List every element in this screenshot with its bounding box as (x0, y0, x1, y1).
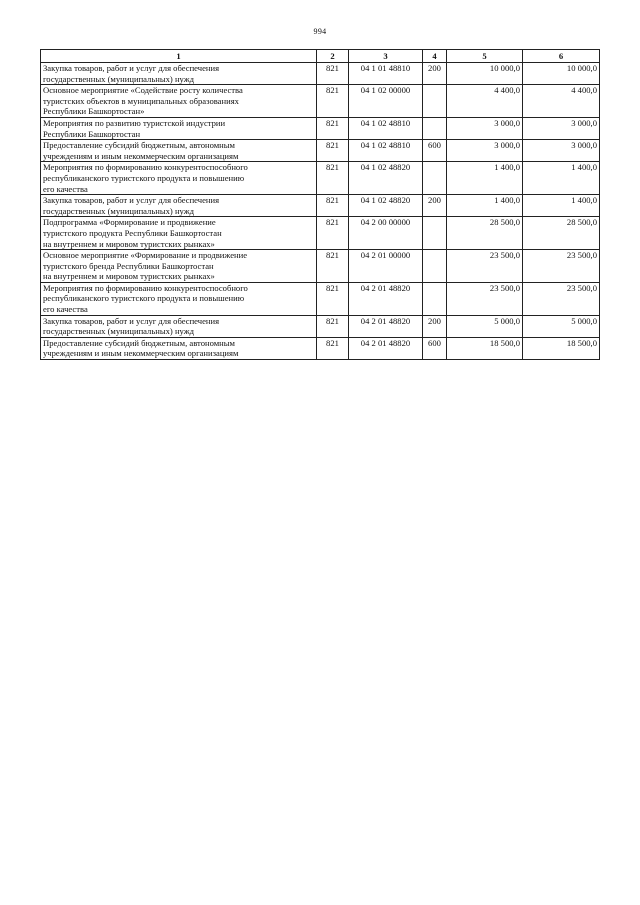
amount-1-cell: 23 500,0 (447, 250, 523, 283)
grbs-cell: 821 (317, 140, 349, 162)
grbs-cell: 821 (317, 85, 349, 118)
table-row (41, 140, 600, 162)
table-row (41, 315, 600, 337)
row-name-line: туристских объектов в муниципальных образованиях (43, 95, 239, 106)
expense-type-cell: 200 (423, 195, 447, 217)
header-row (41, 50, 600, 63)
amount-1-cell: 5 000,0 (447, 315, 523, 337)
amount-2-cell: 4 400,0 (523, 85, 600, 118)
expense-type-cell: 200 (423, 315, 447, 337)
amount-1-cell: 28 500,0 (447, 217, 523, 250)
expense-type-cell (423, 162, 447, 195)
table-row (41, 85, 600, 118)
column-header-3: 3 (349, 50, 423, 63)
row-name-line: на внутреннем и мировом туристских рынках» (43, 238, 215, 249)
amount-2-cell: 28 500,0 (523, 217, 600, 250)
target-article-cell: 04 2 01 48820 (349, 282, 423, 315)
row-name-line: Республики Башкортостан» (43, 106, 145, 117)
target-article-cell: 04 2 01 48820 (349, 337, 423, 359)
row-name-line: туристского бренда Республики Башкортостан (43, 260, 214, 271)
row-name-line: Основное мероприятие «Формирование и продвижение (43, 250, 248, 261)
target-article-cell: 04 1 02 48820 (349, 162, 423, 195)
amount-1-cell: 3 000,0 (447, 140, 523, 162)
amount-1-cell: 10 000,0 (447, 63, 523, 85)
amount-1-cell: 23 500,0 (447, 282, 523, 315)
table-row (41, 250, 600, 283)
row-name-line: Предоставление субсидий бюджетным, автономным (43, 140, 235, 151)
amount-1-cell: 1 400,0 (447, 162, 523, 195)
row-name-cell (41, 282, 317, 315)
amount-2-cell: 5 000,0 (523, 315, 600, 337)
row-name-cell (41, 85, 317, 118)
amount-2-cell: 18 500,0 (523, 337, 600, 359)
row-name-line: на внутреннем и мировом туристских рынках» (43, 271, 215, 282)
target-article-cell: 04 1 02 48820 (349, 195, 423, 217)
budget-table (40, 49, 600, 360)
grbs-cell: 821 (317, 217, 349, 250)
amount-2-cell: 3 000,0 (523, 117, 600, 139)
target-article-cell: 04 1 02 00000 (349, 85, 423, 118)
expense-type-cell (423, 250, 447, 283)
amount-1-cell: 4 400,0 (447, 85, 523, 118)
row-name-line: государственных (муниципальных) нужд (43, 326, 195, 337)
row-name-line: туристского продукта Республики Башкортостан (43, 227, 222, 238)
expense-type-cell: 600 (423, 140, 447, 162)
expense-type-cell: 600 (423, 337, 447, 359)
row-name-cell (41, 140, 317, 162)
amount-2-cell: 1 400,0 (523, 195, 600, 217)
expense-type-cell (423, 117, 447, 139)
grbs-cell: 821 (317, 117, 349, 139)
grbs-cell: 821 (317, 250, 349, 283)
table-row (41, 63, 600, 85)
row-name-line: Мероприятия по развитию туристской индустрии (43, 117, 226, 128)
table-row (41, 162, 600, 195)
row-name-cell (41, 117, 317, 139)
grbs-cell: 821 (317, 315, 349, 337)
row-name-line: учреждениям и иным некоммерческим организациям (43, 348, 239, 359)
grbs-cell: 821 (317, 337, 349, 359)
target-article-cell: 04 2 01 48820 (349, 315, 423, 337)
row-name-line: Закупка товаров, работ и услуг для обеспечения (43, 63, 220, 73)
amount-1-cell: 18 500,0 (447, 337, 523, 359)
row-name-line: Закупка товаров, работ и услуг для обеспечения (43, 315, 220, 326)
grbs-cell: 821 (317, 162, 349, 195)
row-name-line: Основное мероприятие «Содействие росту количества (43, 85, 243, 96)
target-article-cell: 04 1 01 48810 (349, 63, 423, 85)
target-article-cell: 04 1 02 48810 (349, 140, 423, 162)
table-row (41, 337, 600, 359)
row-name-cell (41, 315, 317, 337)
row-name-line: Мероприятия по формированию конкурентоспособного (43, 282, 248, 293)
row-name-line: республиканского туристского продукта и повышению (43, 293, 245, 304)
row-name-line: государственных (муниципальных) нужд (43, 205, 195, 216)
row-name-line: Предоставление субсидий бюджетным, автономным (43, 337, 235, 348)
table-row (41, 217, 600, 250)
amount-2-cell: 23 500,0 (523, 282, 600, 315)
expense-type-cell (423, 217, 447, 250)
page-number: 994 (313, 27, 327, 36)
row-name-cell (41, 195, 317, 217)
amount-2-cell: 23 500,0 (523, 250, 600, 283)
target-article-cell: 04 1 02 48810 (349, 117, 423, 139)
table-row (41, 195, 600, 217)
grbs-cell: 821 (317, 195, 349, 217)
row-name-line: Республики Башкортостан (43, 128, 141, 139)
row-name-line: Подпрограмма «Формирование и продвижение (43, 217, 216, 228)
target-article-cell: 04 2 00 00000 (349, 217, 423, 250)
target-article-cell: 04 2 01 00000 (349, 250, 423, 283)
grbs-cell: 821 (317, 63, 349, 85)
row-name-cell (41, 337, 317, 359)
table-row (41, 282, 600, 315)
row-name-cell (41, 162, 317, 195)
grbs-cell: 821 (317, 282, 349, 315)
row-name-line: его качества (43, 183, 88, 194)
column-header-2: 2 (317, 50, 349, 63)
row-name-line: государственных (муниципальных) нужд (43, 73, 195, 84)
expense-type-cell (423, 282, 447, 315)
amount-2-cell: 1 400,0 (523, 162, 600, 195)
table-body (41, 63, 600, 360)
table-row (41, 117, 600, 139)
column-header-6: 6 (523, 50, 600, 63)
row-name-cell (41, 63, 317, 85)
amount-1-cell: 1 400,0 (447, 195, 523, 217)
row-name-line: Закупка товаров, работ и услуг для обеспечения (43, 195, 220, 206)
row-name-line: учреждениям и иным некоммерческим организациям (43, 150, 239, 161)
row-name-line: республиканского туристского продукта и повышению (43, 172, 245, 183)
column-header-5: 5 (447, 50, 523, 63)
column-header-1: 1 (41, 50, 317, 63)
row-name-line: Мероприятия по формированию конкурентоспособного (43, 162, 248, 173)
expense-type-cell: 200 (423, 63, 447, 85)
amount-2-cell: 3 000,0 (523, 140, 600, 162)
row-name-cell (41, 250, 317, 283)
column-header-4: 4 (423, 50, 447, 63)
row-name-cell (41, 217, 317, 250)
amount-1-cell: 3 000,0 (447, 117, 523, 139)
expense-type-cell (423, 85, 447, 118)
amount-2-cell: 10 000,0 (523, 63, 600, 85)
row-name-line: его качества (43, 304, 88, 315)
